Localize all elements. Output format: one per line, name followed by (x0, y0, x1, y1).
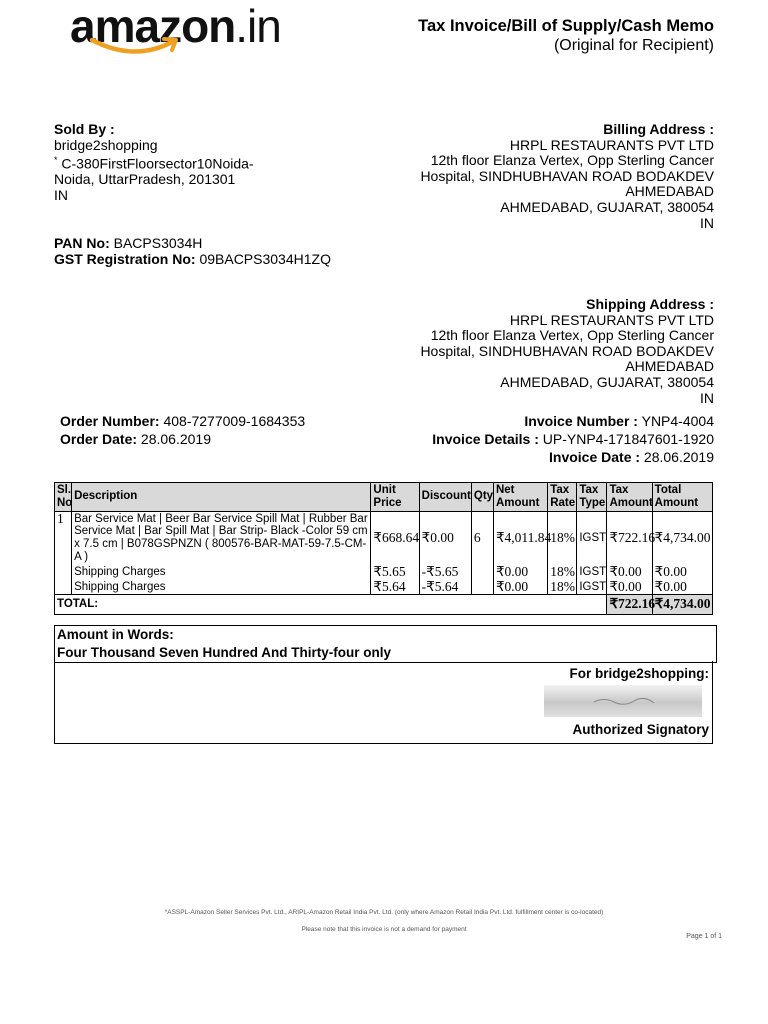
invoice-info (432, 412, 714, 466)
document-title-sub: (Original for Recipient) (553, 37, 714, 54)
billing-line: AHMEDABAD (625, 183, 714, 200)
shipping-line: Hospital, SINDHUBHAVAN ROAD BODAKDEV (420, 342, 714, 359)
signature-box (54, 661, 713, 744)
column-header: Description (72, 483, 371, 512)
column-header: Unit Price (371, 483, 419, 512)
invoice-details-row: Invoice Details : UP-YNP4-171847601-1920 (432, 431, 714, 447)
column-header: Discount (419, 483, 471, 512)
signature-image (544, 685, 702, 717)
column-header: Sl. No (55, 483, 72, 512)
billing-address (420, 122, 714, 231)
billing-address-label: Billing Address : (603, 121, 714, 137)
invoice-items-table (54, 482, 713, 615)
amount-in-words-value: Four Thousand Seven Hundred And Thirty-four only (57, 645, 391, 660)
column-header: Tax Amount (607, 483, 652, 512)
seller-address-1: * C-380FirstFloorsector10Noida- (54, 155, 254, 172)
for-seller-label: For bridge2shopping: (569, 666, 709, 681)
shipping-line: AHMEDABAD (625, 358, 714, 375)
footer-note-payment: Please note that this invoice is not a demand for payment (301, 926, 467, 933)
table-total-row (55, 595, 713, 615)
order-number-row: Order Number: 408-7277009-1684353 (60, 413, 306, 429)
shipping-address (420, 297, 714, 406)
table-row: Shipping Charges ₹5.64 -₹5.64 ₹0.00 18% IGST ₹0.00 ₹0.00 (55, 580, 713, 595)
item-description: Shipping Charges (72, 580, 371, 595)
invoice-number-row: Invoice Number : YNP4-4004 (524, 413, 714, 429)
column-header: Qty (471, 483, 493, 512)
amount-in-words-label: Amount in Words: (57, 627, 174, 642)
item-description: Bar Service Mat | Beer Bar Service Spill Mat | Rubber Bar Service Mat | Bar Spill Mat | Bar Strip- Black -Color 59 cm x 7.5 cm | B078GSPNZN ( 800576-BAR-MAT-59-7.5-CM-A ) (72, 511, 371, 565)
shipping-line: AHMEDABAD, GUJARAT, 380054 (500, 373, 714, 390)
column-header: Net Amount (493, 483, 547, 512)
order-info (60, 412, 305, 448)
item-description: Shipping Charges (72, 565, 371, 580)
authorized-signatory-label: Authorized Signatory (572, 722, 709, 737)
page-number: Page 1 of 1 (686, 933, 722, 940)
seller-tax-ids (54, 236, 331, 267)
shipping-line: 12th floor Elanza Vertex, Opp Sterling Cancer (430, 327, 714, 344)
amazon-logo: amazon.in (70, 0, 281, 52)
table-header-row (55, 483, 713, 512)
shipping-line: HRPL RESTAURANTS PVT LTD (509, 311, 714, 328)
seller-block (54, 122, 254, 204)
total-amount: ₹4,734.00 (652, 595, 712, 615)
billing-line: AHMEDABAD, GUJARAT, 380054 (500, 198, 714, 215)
seller-name: bridge2shopping (54, 136, 158, 153)
amazon-smile-icon (88, 36, 180, 58)
seller-address-2: Noida, UttarPradesh, 201301 (54, 171, 236, 188)
billing-line: HRPL RESTAURANTS PVT LTD (509, 136, 714, 153)
billing-line: 12th floor Elanza Vertex, Opp Sterling Cancer (430, 152, 714, 169)
sold-by-label: Sold By : (54, 121, 115, 137)
column-header: Tax Type (577, 483, 607, 512)
document-title-main: Tax Invoice/Bill of Supply/Cash Memo (418, 17, 714, 35)
seller-country: IN (54, 187, 68, 204)
signature-scribble-icon (544, 685, 702, 717)
gst-row: GST Registration No: 09BACPS3034H1ZQ (54, 250, 331, 267)
pan-row: PAN No: BACPS3034H (54, 235, 203, 251)
invoice-date-row: Invoice Date : 28.06.2019 (549, 449, 714, 465)
billing-line: Hospital, SINDHUBHAVAN ROAD BODAKDEV (420, 167, 714, 184)
shipping-address-label: Shipping Address : (586, 296, 714, 312)
total-tax: ₹722.16 (607, 595, 652, 615)
order-date-row: Order Date: 28.06.2019 (60, 431, 211, 447)
column-header: Tax Rate (548, 483, 577, 512)
footer-note-entities: *ASSPL-Amazon Seller Services Pvt. Ltd., ARIPL-Amazon Retail India Pvt. Ltd. (only where Amazon Retail India Pvt. Ltd. fulfillment center is co-located) (164, 909, 604, 916)
total-label: TOTAL: (55, 595, 607, 615)
document-title (418, 17, 714, 55)
shipping-line: IN (700, 389, 714, 406)
table-row: Shipping Charges ₹5.65 -₹5.65 ₹0.00 18% IGST ₹0.00 ₹0.00 (55, 565, 713, 580)
billing-line: IN (700, 214, 714, 231)
table-row: 1 Bar Service Mat | Beer Bar Service Spill Mat | Rubber Bar Service Mat | Bar Spill Mat | Bar Strip- Black -Color 59 cm x 7.5 cm | B078GSPNZN ( 800576-BAR-MAT-59-7.5-CM-A ) ₹668.64 ₹0.00 6 ₹4,011.84 18% IGST ₹722.16 ₹4,734.00 (55, 511, 713, 565)
column-header: Total Amount (652, 483, 712, 512)
amount-in-words-box (54, 625, 717, 663)
